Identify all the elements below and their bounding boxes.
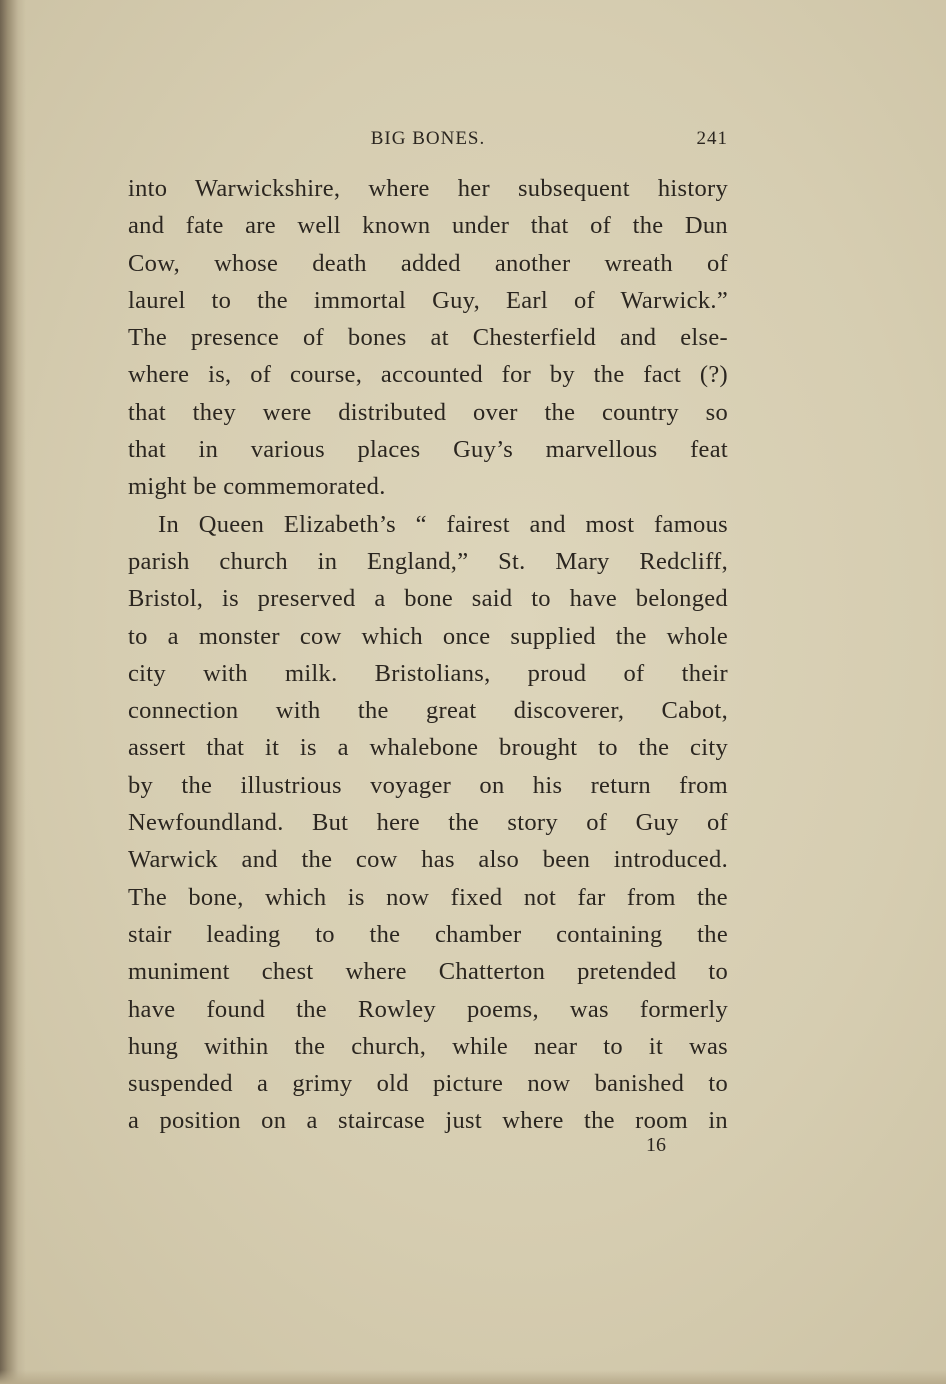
text-line: muniment chest where Chatterton pretended to: [128, 958, 728, 986]
text-line: that they were distributed over the country so: [128, 398, 728, 426]
text-line: The bone, which is now fixed not far from the: [128, 883, 728, 911]
text-line: to a monster cow which once supplied the whole: [128, 622, 728, 650]
body-text: [128, 170, 728, 1140]
text-line: parish church in England,” St. Mary Redcliff,: [128, 547, 728, 575]
text-line: have found the Rowley poems, was formerly: [128, 995, 728, 1023]
text-line: Newfoundland. But here the story of Guy of: [128, 809, 728, 837]
text-line: The presence of bones at Chesterfield and else-: [128, 324, 728, 352]
text-line: might be commemorated.: [128, 473, 386, 501]
text-line: Warwick and the cow has also been introduced.: [128, 846, 728, 874]
text-line: where is, of course, accounted for by the fact (?): [128, 361, 728, 389]
text-line: hung within the church, while near to it was: [128, 1032, 728, 1060]
text-line: laurel to the immortal Guy, Earl of Warwick.”: [128, 286, 728, 314]
text-line: city with milk. Bristolians, proud of their: [128, 659, 728, 687]
page-number: 241: [696, 128, 728, 149]
page-binding-edge: [0, 0, 26, 1384]
text-line: connection with the great discoverer, Cabot,: [128, 697, 728, 725]
text-line: and fate are well known under that of the Dun: [128, 212, 728, 240]
running-head: BIG BONES.: [370, 128, 486, 149]
signature-mark: 16: [646, 1134, 666, 1156]
text-line: that in various places Guy’s marvellous feat: [128, 436, 728, 464]
text-line: suspended a grimy old picture now banished to: [128, 1070, 728, 1098]
text-line: Cow, whose death added another wreath of: [128, 249, 728, 277]
text-line: by the illustrious voyager on his return from: [128, 771, 728, 799]
text-line: assert that it is a whalebone brought to the city: [128, 734, 728, 762]
text-line: stair leading to the chamber containing the: [128, 920, 728, 948]
text-line: into Warwickshire, where her subsequent history: [128, 175, 728, 202]
text-line: In Queen Elizabeth’s “ fairest and most famous: [158, 510, 728, 538]
text-line: Bristol, is preserved a bone said to have belonged: [128, 585, 728, 613]
page-bottom-edge: [0, 1370, 946, 1384]
page-header: [128, 124, 728, 154]
text-line: a position on a staircase just where the room in: [128, 1107, 728, 1135]
